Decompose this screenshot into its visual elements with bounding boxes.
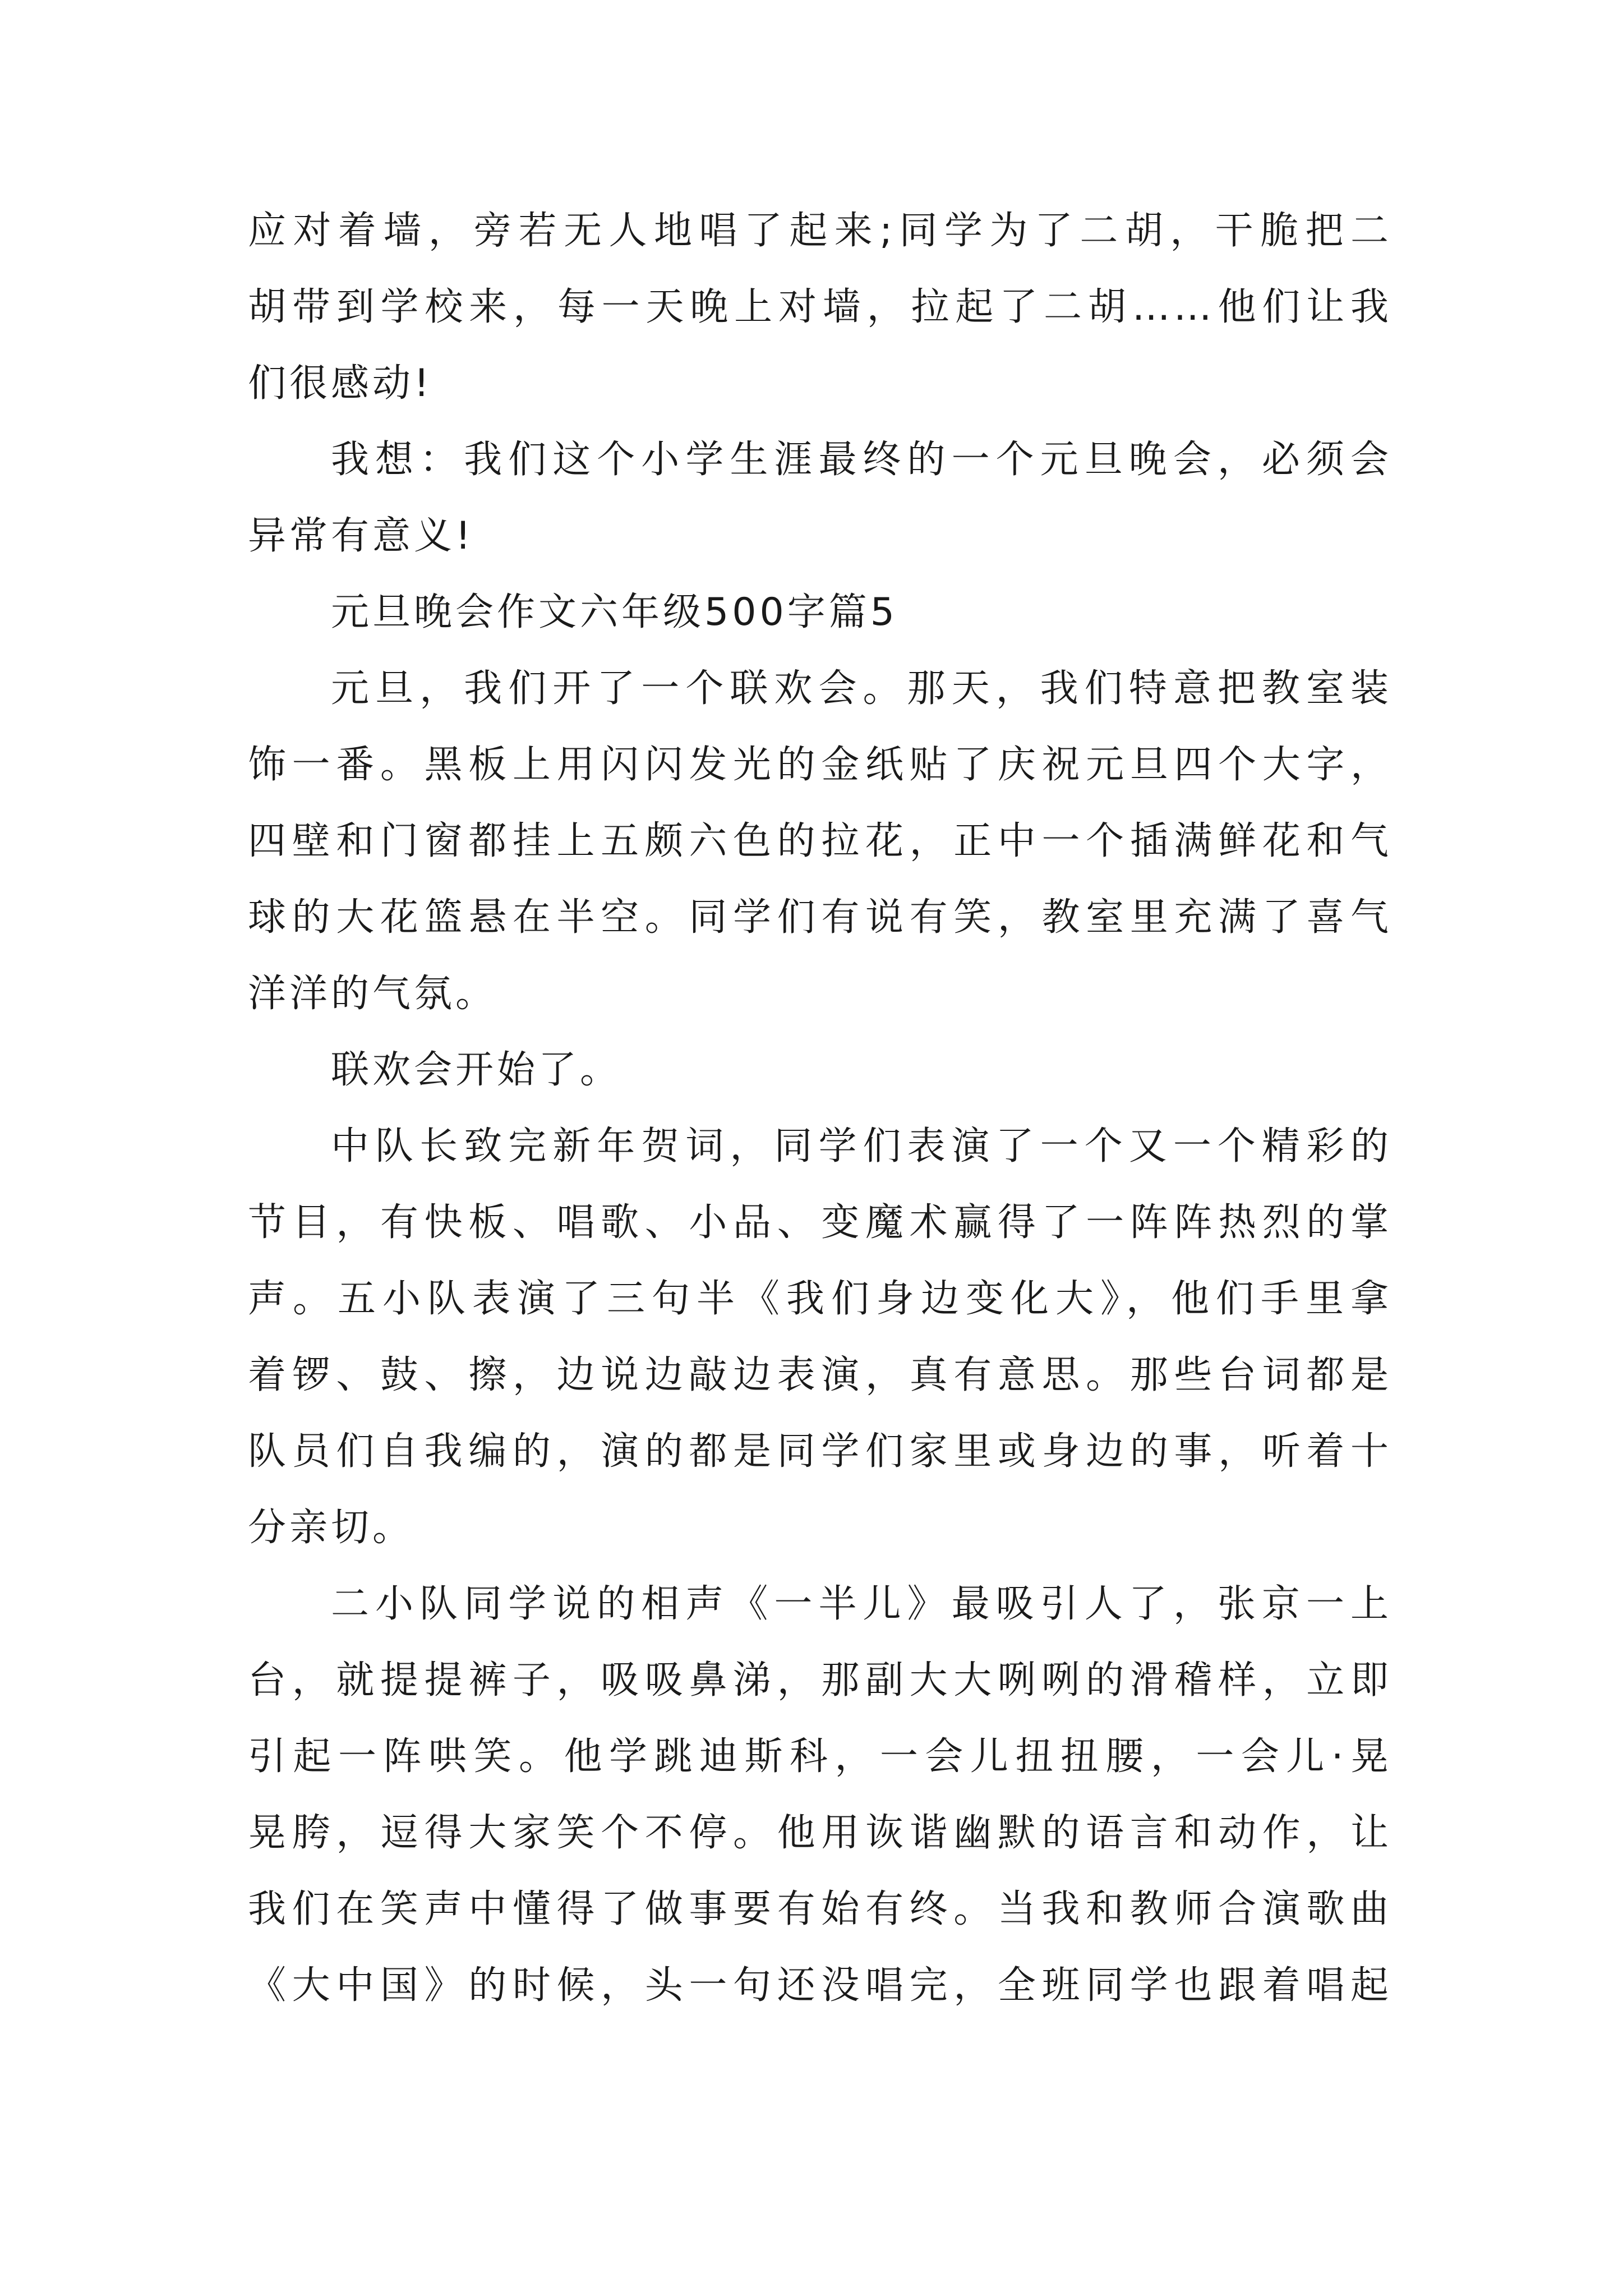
text-line: 饰一番。黑板上用闪闪发光的金纸贴了庆祝元旦四个大字， [248, 743, 1392, 787]
text-line: 元旦，我们开了一个联欢会。那天，我们特意把教室装 [331, 666, 1392, 711]
text-line: 我想：我们这个小学生涯最终的一个元旦晚会，必须会 [331, 438, 1392, 482]
text-line: 着锣、鼓、擦，边说边敲边表演，真有意思。那些台词都是 [248, 1353, 1392, 1397]
text-line: 队员们自我编的，演的都是同学们家里或身边的事，听着十 [248, 1429, 1392, 1474]
heading-text: 元旦晚会作文六年级500字篇5 [331, 590, 898, 634]
text-line: 晃胯，逗得大家笑个不停。他用诙谐幽默的语言和动作，让 [248, 1811, 1392, 1855]
section-heading [248, 574, 1392, 651]
text-line: 《大中国》的时候，头一句还没唱完，全班同学也跟着唱起 [248, 1963, 1392, 2008]
text-line: 我们在笑声中懂得了做事要有始有终。当我和教师合演歌曲 [248, 1887, 1392, 1931]
text-line: 联欢会开始了。 [331, 1048, 622, 1092]
text-line: 球的大花篮悬在半空。同学们有说有笑，教室里充满了喜气 [248, 895, 1392, 940]
text-line: 中队长致完新年贺词，同学们表演了一个又一个精彩的 [331, 1124, 1392, 1168]
text-line: 四壁和门窗都挂上五颇六色的拉花，正中一个插满鲜花和气 [248, 819, 1392, 863]
paragraph-continuation [248, 193, 1392, 422]
document-body [248, 193, 1392, 2024]
text-line: 胡带到学校来，每一天晚上对墙，拉起了二胡……他们让我 [248, 285, 1392, 329]
text-line: 们很感动! [248, 361, 433, 406]
paragraph-performances [248, 1108, 1392, 1566]
text-line: 二小队同学说的相声《一半儿》最吸引人了，张京一上 [331, 1582, 1392, 1626]
text-line: 异常有意义! [248, 514, 474, 558]
text-line: 台，就提提裤子，吸吸鼻涕，那副大大咧咧的滑稽样，立即 [248, 1658, 1392, 1703]
text-line: 引起一阵哄笑。他学跳迪斯科，一会儿扭扭腰，一会儿·晃 [248, 1734, 1392, 1779]
text-line: 分亲切。 [248, 1506, 414, 1550]
paragraph-crosstalk [248, 1566, 1392, 2024]
paragraph-reflection [248, 422, 1392, 574]
paragraph-decoration [248, 651, 1392, 1032]
text-line: 节目，有快板、唱歌、小品、变魔术赢得了一阵阵热烈的掌 [248, 1200, 1392, 1245]
text-line: 洋洋的气氛。 [248, 972, 497, 1016]
text-line: 应对着墙，旁若无人地唱了起来;同学为了二胡，干脆把二 [248, 209, 1392, 253]
text-line: 声。五小队表演了三句半《我们身边变化大》，他们手里拿 [248, 1277, 1392, 1321]
paragraph-start [248, 1032, 1392, 1108]
